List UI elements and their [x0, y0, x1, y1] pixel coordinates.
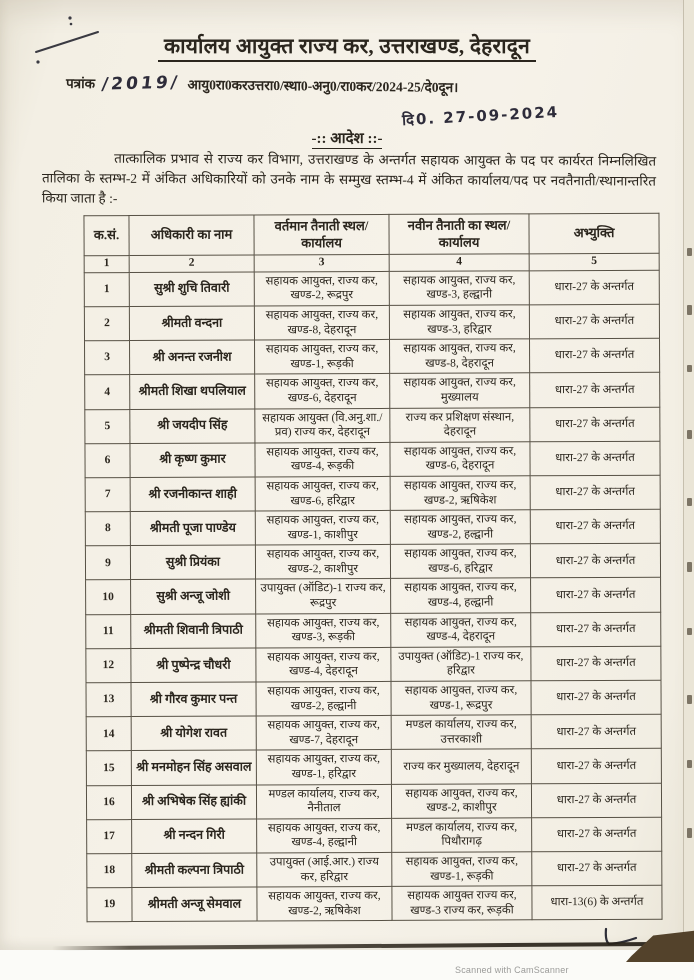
edge-text-fragment — [687, 430, 692, 439]
cell-current-posting: सहायक आयुक्त, राज्य कर, खण्ड-6, देहरादून — [255, 374, 390, 409]
cell-remark: धारा-27 के अन्तर्गत — [530, 373, 660, 408]
cell-new-posting: सहायक आयुक्त, राज्य कर, खण्ड-1, रूद्रपुर — [391, 681, 531, 716]
cell-current-posting: सहायक आयुक्त, राज्य कर, खण्ड-2, हल्द्वानी — [256, 681, 391, 716]
order-heading: -:: आदेश ::- — [311, 131, 383, 147]
cell-current-posting: सहायक आयुक्त, राज्य कर, खण्ड-1, रूड़की — [255, 340, 390, 375]
table-row — [85, 544, 660, 581]
reference-number-line — [66, 73, 666, 99]
date-handwritten: दि0. 27-09-2024 — [401, 102, 560, 130]
cell-officer-name: श्रीमती पूजा पाण्डेय — [130, 511, 255, 546]
cell-new-posting: सहायक आयुक्त, राज्य कर, खण्ड-3, हरिद्वार — [389, 305, 529, 340]
cell-current-posting: उपायुक्त (आई.आर.) राज्य कर, हरिद्वार — [257, 852, 392, 887]
cell-new-posting: सहायक आयुक्त, राज्य कर, खण्ड-8, देहरादून — [390, 339, 530, 374]
cell-remark: धारा-27 के अन्तर्गत — [530, 544, 660, 579]
column-number: 1 — [84, 256, 129, 273]
cell-officer-name: सुश्री अन्जू जोशी — [131, 579, 256, 614]
cell-officer-name: श्रीमती शिखा थपलियाल — [130, 374, 255, 409]
cell-remark: धारा-27 के अन्तर्गत — [531, 612, 661, 647]
cell-serial: 9 — [85, 546, 130, 580]
cell-remark: धारा-27 के अन्तर्गत — [532, 817, 662, 852]
table-row — [85, 509, 660, 546]
cell-new-posting: सहायक आयुक्त, राज्य कर, मुख्यालय — [390, 373, 530, 408]
order-body-paragraph: तात्कालिक प्रभाव से राज्य कर विभाग, उत्तराखण्ड के अन्तर्गत सहायक आयुक्त के पद पर कार्यरत निम्नलिखित तालिका के स्तम्भ-2 में अंकित अधिकारियों को उनके नाम के सम्मुख स्तम्भ-4 में अंकित कार्यालय/पद पर नवतैनाती/स्थानान्तरित किया जाता है :- — [41, 150, 657, 206]
cell-new-posting: राज्य कर प्रशिक्षण संस्थान, देहरादून — [390, 407, 530, 442]
cell-officer-name: श्री योगेश रावत — [131, 716, 256, 751]
cell-officer-name: श्रीमती अन्जू सेमवाल — [132, 887, 257, 922]
document-title: कार्यालय आयुक्त राज्य कर, उत्तराखण्ड, देहरादून — [0, 32, 694, 60]
table-row — [86, 612, 661, 649]
table-row — [87, 817, 662, 854]
table-row — [85, 441, 660, 478]
edge-text-fragment — [687, 695, 692, 704]
table-row — [85, 407, 660, 444]
cell-officer-name: श्री पुष्पेन्द्र चौधरी — [131, 648, 256, 683]
cell-new-posting: सहायक आयुक्त राज्य कर, खण्ड-3 राज्य कर, रूड़की — [392, 886, 532, 921]
cell-serial: 2 — [84, 307, 129, 341]
cell-remark: धारा-27 के अन्तर्गत — [531, 749, 661, 784]
cell-new-posting: सहायक आयुक्त, राज्य कर, खण्ड-2, काशीपुर — [391, 783, 531, 818]
cell-serial: 15 — [86, 751, 131, 785]
table-row — [86, 749, 661, 786]
cell-remark: धारा-27 के अन्तर्गत — [531, 680, 661, 715]
cell-serial: 18 — [87, 854, 132, 888]
cell-officer-name: श्री रजनीकान्त शाही — [130, 477, 255, 512]
cell-current-posting: सहायक आयुक्त, राज्य कर, खण्ड-2, रूद्रपुर — [254, 271, 389, 306]
cell-current-posting: उपायुक्त (ऑडिट)-1 राज्य कर, रूद्रपुर — [256, 579, 391, 614]
table-body — [84, 270, 662, 922]
cell-officer-name: श्रीमती शिवानी त्रिपाठी — [131, 614, 256, 649]
scanner-credit-text: Scanned with CamScanner — [455, 965, 569, 975]
column-number: 2 — [129, 255, 254, 272]
table-row — [85, 475, 660, 512]
cell-serial: 8 — [85, 512, 130, 546]
cell-remark: धारा-27 के अन्तर्गत — [529, 304, 659, 339]
ref-suffix: आयु0रा0करउत्तरा0/स्था0-अनु0/रा0कर/2024-25/दे0दून। — [187, 77, 459, 95]
column-number: 4 — [389, 254, 529, 271]
edge-text-fragment — [687, 498, 692, 506]
edge-text-fragment — [687, 248, 692, 256]
table-row — [87, 885, 662, 922]
cell-current-posting: सहायक आयुक्त, राज्य कर, खण्ड-2, काशीपुर — [255, 545, 390, 580]
header-officer-name: अधिकारी का नाम — [129, 215, 254, 256]
cell-officer-name: श्री अभिषेक सिंह ह्यांकी — [131, 785, 256, 820]
edge-text-fragment — [687, 760, 692, 768]
cell-remark: धारा-27 के अन्तर्गत — [531, 714, 661, 749]
cell-remark: धारा-27 के अन्तर्गत — [530, 407, 660, 442]
cell-remark: धारा-27 के अन्तर्गत — [531, 578, 661, 613]
column-number: 3 — [254, 254, 389, 271]
cell-serial: 10 — [86, 580, 131, 614]
table-row — [86, 714, 661, 751]
cell-new-posting: सहायक आयुक्त, राज्य कर, खण्ड-1, रूड़की — [392, 852, 532, 887]
cell-current-posting: मण्डल कार्यालय, राज्य कर, नैनीताल — [256, 784, 391, 819]
transfer-table — [83, 213, 662, 923]
edge-text-fragment — [687, 365, 692, 372]
ref-prefix: पत्रांक — [65, 75, 96, 92]
cell-serial: 3 — [85, 341, 130, 375]
cell-current-posting: सहायक आयुक्त, राज्य कर, खण्ड-2, ऋषिकेश — [257, 887, 392, 922]
cell-officer-name: श्री गौरव कुमार पन्त — [131, 682, 256, 717]
table-row — [84, 270, 659, 307]
table-row — [86, 783, 661, 820]
cell-remark: धारा-27 के अन्तर्गत — [531, 783, 661, 818]
cell-officer-name: श्री नन्दन गिरी — [132, 819, 257, 854]
edge-text-fragment — [687, 562, 692, 572]
cell-new-posting: मण्डल कार्यालय, राज्य कर, पिथौरागढ़ — [392, 818, 532, 853]
cell-current-posting: सहायक आयुक्त, राज्य कर, खण्ड-1, हरिद्वार — [256, 750, 391, 785]
cell-current-posting: सहायक आयुक्त, राज्य कर, खण्ड-6, हरिद्वार — [255, 476, 390, 511]
header-current-posting: वर्तमान तैनाती स्थल/कार्यालय — [254, 214, 389, 255]
header-serial: क.सं. — [84, 216, 129, 256]
cell-remark: धारा-27 के अन्तर्गत — [530, 509, 660, 544]
header-remark: अभ्युक्ति — [529, 213, 659, 254]
cell-current-posting: सहायक आयुक्त, राज्य कर, खण्ड-1, काशीपुर — [255, 511, 390, 546]
cell-remark: धारा-27 के अन्तर्गत — [529, 270, 659, 305]
cell-remark: धारा-27 के अन्तर्गत — [530, 338, 660, 373]
cell-serial: 19 — [87, 888, 132, 922]
table-row — [86, 646, 661, 683]
cell-officer-name: श्री कृष्ण कुमार — [130, 443, 255, 478]
cell-officer-name: श्रीमती वन्दना — [129, 306, 254, 341]
cell-serial: 1 — [84, 272, 129, 306]
cell-remark: धारा-27 के अन्तर्गत — [531, 646, 661, 681]
table-row — [86, 578, 661, 615]
edge-text-fragment — [687, 628, 692, 635]
table-row — [85, 373, 660, 410]
cell-new-posting: सहायक आयुक्त, राज्य कर, खण्ड-4, देहरादून — [391, 612, 531, 647]
cell-serial: 14 — [86, 717, 131, 751]
cell-current-posting: सहायक आयुक्त, राज्य कर, खण्ड-4, रूड़की — [255, 442, 390, 477]
table-header-row — [84, 213, 659, 256]
cell-new-posting: सहायक आयुक्त, राज्य कर, खण्ड-2, हल्द्वानी — [390, 510, 530, 545]
cell-serial: 17 — [87, 819, 132, 853]
table-row — [86, 680, 661, 717]
cell-new-posting: सहायक आयुक्त, राज्य कर, खण्ड-3, हल्द्वानी — [389, 271, 529, 306]
cell-serial: 11 — [86, 614, 131, 648]
cell-officer-name: श्री अनन्त रजनीश — [130, 340, 255, 375]
cell-current-posting: सहायक आयुक्त, राज्य कर, खण्ड-8, देहरादून — [254, 305, 389, 340]
cell-remark: धारा-13(6) के अन्तर्गत — [532, 885, 662, 920]
cell-officer-name: श्रीमती कल्पना त्रिपाठी — [132, 853, 257, 888]
cell-new-posting: सहायक आयुक्त, राज्य कर, खण्ड-4, हल्द्वानी — [391, 578, 531, 613]
cell-remark: धारा-27 के अन्तर्गत — [530, 475, 660, 510]
cell-current-posting: सहायक आयुक्त, राज्य कर, खण्ड-4, देहरादून — [256, 647, 391, 682]
cell-new-posting: सहायक आयुक्त, राज्य कर, खण्ड-6, देहरादून — [390, 442, 530, 477]
cell-current-posting: सहायक आयुक्त, राज्य कर, खण्ड-7, देहरादून — [256, 716, 391, 751]
header-new-posting: नवीन तैनाती का स्थल/कार्यालय — [389, 214, 529, 255]
cell-officer-name: सुश्री प्रियंका — [130, 545, 255, 580]
cell-new-posting: सहायक आयुक्त, राज्य कर, खण्ड-2, ऋषिकेश — [390, 476, 530, 511]
table-row — [85, 338, 660, 375]
cell-serial: 4 — [85, 375, 130, 409]
cell-officer-name: श्री मनमोहन सिंह असवाल — [131, 750, 256, 785]
cell-serial: 13 — [86, 683, 131, 717]
edge-text-fragment — [687, 305, 692, 315]
column-number: 5 — [529, 253, 659, 270]
cell-serial: 12 — [86, 648, 131, 682]
cell-current-posting: सहायक आयुक्त, राज्य कर, खण्ड-4, हल्द्वानी — [257, 818, 392, 853]
cell-new-posting: सहायक आयुक्त, राज्य कर, खण्ड-6, हरिद्वार — [390, 544, 530, 579]
adjacent-page-edge — [683, 0, 694, 950]
cell-current-posting: सहायक आयुक्त (वि.अनु.शा./प्रव) राज्य कर, देहरादून — [255, 408, 390, 443]
cell-remark: धारा-27 के अन्तर्गत — [532, 851, 662, 886]
ref-number-handwritten: /2019/ — [101, 72, 182, 95]
cell-new-posting: राज्य कर मुख्यालय, देहरादून — [391, 749, 531, 784]
cell-officer-name: श्री जयदीप सिंह — [130, 409, 255, 444]
table-row — [84, 304, 659, 341]
cell-remark: धारा-27 के अन्तर्गत — [530, 441, 660, 476]
cell-new-posting: उपायुक्त (ऑडिट)-1 राज्य कर, हरिद्वार — [391, 647, 531, 682]
cell-serial: 16 — [86, 785, 131, 819]
cell-serial: 5 — [85, 409, 130, 443]
table-row — [87, 851, 662, 888]
cell-current-posting: सहायक आयुक्त, राज्य कर, खण्ड-3, रूड़की — [256, 613, 391, 648]
cell-officer-name: सुश्री शुचि तिवारी — [129, 272, 254, 307]
cell-serial: 6 — [85, 443, 130, 477]
cell-new-posting: मण्डल कार्यालय, राज्य कर, उत्तरकाशी — [391, 715, 531, 750]
cell-serial: 7 — [85, 477, 130, 511]
edge-text-fragment — [687, 828, 692, 838]
